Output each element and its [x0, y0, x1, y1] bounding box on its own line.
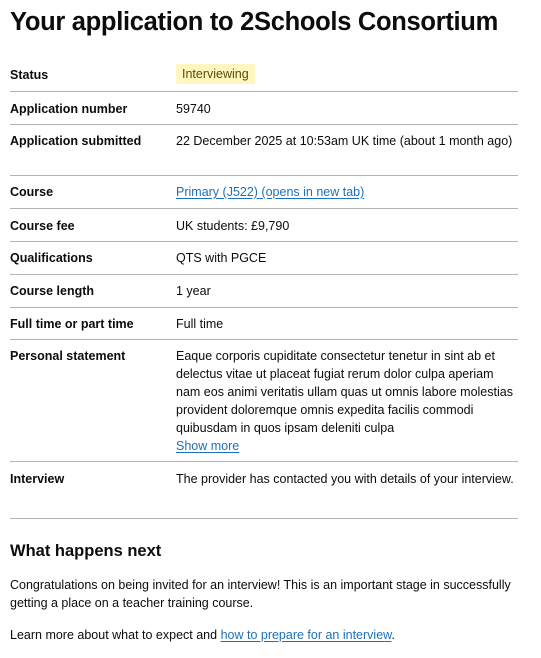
row-course-length	[10, 275, 518, 308]
row-status	[10, 58, 518, 92]
course-length-label: Course length	[10, 284, 95, 298]
row-interview	[10, 462, 518, 519]
row-application-number	[10, 92, 518, 125]
personal-statement-text: Eaque corporis cupiditate consectetur tenetur in sint ab et delectus vitae ut placeat fugiat rerum dolor culpa aperiam nam eos animi veritatis ullam quas ut omnis labore molestias provident doloremque omnis expedita facilis commodi quibusdam in quos ipsam deleniti culpa	[176, 349, 513, 435]
qualifications-label: Qualifications	[10, 251, 93, 265]
application-submitted-value: 22 December 2025 at 10:53am UK time (about 1 month ago)	[176, 134, 513, 148]
course-fee-value: UK students: £9,790	[176, 219, 290, 233]
application-submitted-label: Application submitted	[10, 134, 142, 148]
interview-value: The provider has contacted you with details of your interview.	[176, 472, 514, 486]
personal-statement-label: Personal statement	[10, 349, 126, 363]
prepare-interview-link[interactable]: how to prepare for an interview	[220, 628, 392, 642]
status-label: Status	[10, 68, 49, 82]
status-badge: Interviewing	[176, 64, 255, 84]
page-title: Your application to 2Schools Consortium	[10, 8, 498, 36]
prepare-interview-suffix: .	[391, 628, 395, 642]
row-course	[10, 176, 518, 209]
prepare-interview-paragraph	[10, 626, 525, 644]
row-qualifications	[10, 242, 518, 275]
interview-label: Interview	[10, 472, 65, 486]
show-more-link[interactable]: Show more	[176, 439, 240, 453]
what-happens-next-heading: What happens next	[10, 542, 162, 560]
row-course-fee	[10, 209, 518, 242]
study-mode-label: Full time or part time	[10, 317, 134, 331]
course-label: Course	[10, 185, 54, 199]
application-number-label: Application number	[10, 102, 128, 116]
application-number-value: 59740	[176, 102, 211, 116]
row-personal-statement	[10, 340, 518, 462]
application-summary-list	[10, 58, 518, 519]
course-length-value: 1 year	[176, 284, 211, 298]
qualifications-value: QTS with PGCE	[176, 251, 267, 265]
prepare-interview-prefix: Learn more about what to expect and	[10, 628, 221, 642]
what-happens-next-paragraph: Congratulations on being invited for an interview! This is an important stage in successfully getting a place on a teacher training course.	[10, 578, 511, 610]
course-fee-label: Course fee	[10, 219, 75, 233]
row-application-submitted	[10, 125, 518, 176]
course-link[interactable]: Primary (J522) (opens in new tab)	[176, 185, 365, 199]
study-mode-value: Full time	[176, 317, 224, 331]
row-study-mode	[10, 308, 518, 340]
